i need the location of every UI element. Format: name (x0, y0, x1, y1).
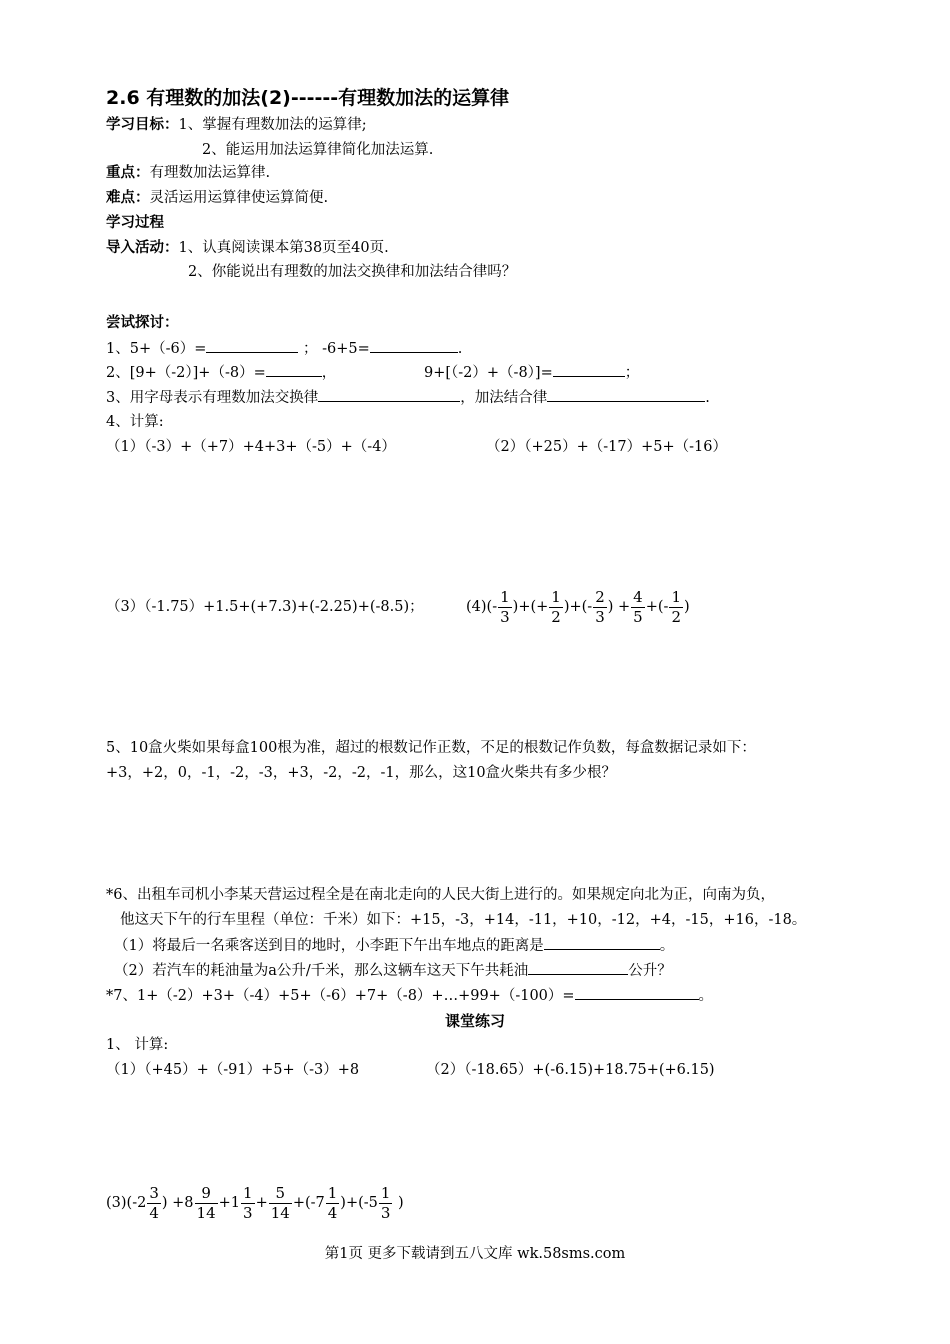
process-heading: 学习过程 (106, 215, 164, 231)
explore-q1 (106, 338, 462, 359)
p3-op-6: )+(-5 (340, 1195, 378, 1211)
q3-part-a: 3、用字母表示有理数加法交换律 (106, 390, 319, 406)
q7-text: *7、1+（-2）+3+（-4）+5+（-6）+7+（-8）+…+99+（-100）= (106, 988, 575, 1004)
q6-sub-2-text: （2）若汽车的耗油量为a公升/千米，那么这辆车这天下午共耗油 (114, 963, 529, 979)
explore-q2-right (424, 362, 639, 383)
q1-blank-1 (206, 338, 298, 353)
p3-label: (3) (106, 1195, 127, 1211)
key-text: 有理数加法运算律. (149, 165, 271, 181)
q5-line-1: 5、10盒火柴如果每盒100根为准，超过的根数记作正数，不足的根数记作负数，每盒数据记录如下： (106, 740, 756, 756)
numerator: 1 (671, 587, 681, 606)
denominator: 4 (149, 1203, 159, 1222)
goals-label: 学习目标： (106, 117, 179, 133)
p3-op-5: +(-7 (292, 1195, 325, 1211)
practice-q1-1: （1）（+45）+（-91）+5+（-3）+8 (106, 1062, 360, 1078)
page-title: 2.6 有理数的加法(2)------有理数加法的运算律 (106, 87, 510, 109)
intro-item-2: 2、你能说出有理数的加法交换律和加法结合律吗？ (188, 264, 517, 280)
q1-part-b: ； -6+5= (302, 341, 370, 357)
difficulty-text: 灵活运用运算律使运算简便. (149, 190, 329, 206)
q2-blank-1 (266, 362, 322, 377)
denominator: 3 (500, 607, 510, 626)
numerator: 3 (149, 1183, 159, 1202)
q6-sub-2-end: 公升？ (628, 963, 672, 979)
denominator: 14 (270, 1203, 290, 1222)
explore-q2-left (106, 362, 336, 383)
q6-line-2: 他这天下午的行车里程（单位：千米）如下：+15，-3，+14，-11，+10，-12，+4，-15，+16，-18。 (120, 912, 807, 928)
q3-end: . (705, 390, 710, 406)
numerator: 1 (380, 1183, 391, 1202)
q4-4-op-1: (- (486, 599, 498, 615)
fraction (669, 588, 683, 627)
q6-blank-1 (544, 935, 660, 950)
denominator: 2 (551, 607, 561, 626)
q6-sub-1-end: 。 (659, 938, 675, 954)
practice-q1-2: （2）（-18.65）+(-6.15)+18.75+(+6.15) (426, 1062, 715, 1078)
q4-item-4 (466, 586, 690, 628)
q7-end: 。 (698, 988, 714, 1004)
page-footer: 第1页 更多下载请到五八文库 wk.58sms.com (324, 1246, 626, 1262)
difficulty-label: 难点： (106, 190, 150, 206)
q4-4-op-6: ) (683, 599, 690, 615)
practice-heading: 课堂练习 (444, 1012, 505, 1030)
difficulty-point (106, 188, 328, 208)
key-point (106, 163, 270, 183)
practice-q1: 1、 计算: (106, 1037, 169, 1053)
q4-4-op-2: )+(+ (512, 599, 549, 615)
denominator: 3 (380, 1203, 391, 1222)
q6-blank-2 (528, 960, 628, 975)
q4-item-2: （2）（+25）+（-17）+5+（-16） (486, 439, 727, 455)
intro-item-1: 1、认真阅读课本第38页至40页. (178, 240, 389, 256)
q4-item-1: （1）（-3）+（+7）+4+3+（-5）+（-4） (106, 439, 396, 455)
fraction (549, 588, 563, 627)
p3-op-2: ) +8 (161, 1195, 194, 1211)
explore-q3 (106, 387, 710, 408)
q2-part-a: 2、[9+（-2）]+（-8）= (106, 365, 266, 381)
p3-op-1: (-2 (126, 1195, 147, 1211)
goals-line-1 (106, 115, 367, 135)
fraction (498, 588, 512, 627)
denominator: 3 (243, 1203, 253, 1222)
explore-q4: 4、计算: (106, 414, 164, 430)
fraction (147, 1184, 161, 1223)
q3-part-b: ，加法结合律 (460, 390, 548, 406)
q4-item-3: （3）（-1.75）+1.5+(+7.3)+(-2.25)+(-8.5)； (106, 599, 424, 615)
q3-blank-2 (547, 387, 705, 402)
q1-end: . (457, 341, 463, 357)
q6-sub-1-text: （1）将最后一名乘客送到目的地时，小李距下午出车地点的距离是 (114, 938, 544, 954)
q2-blank-2 (553, 362, 625, 377)
numerator: 1 (327, 1183, 338, 1202)
p3-op-7: ) (393, 1195, 404, 1211)
denominator: 14 (196, 1203, 216, 1222)
q1-blank-2 (370, 338, 458, 353)
numerator: 2 (595, 587, 605, 606)
fraction (379, 1184, 393, 1223)
denominator: 4 (327, 1203, 338, 1222)
numerator: 5 (269, 1184, 292, 1204)
fraction (593, 588, 607, 627)
q4-4-op-4: ) + (607, 599, 631, 615)
goal-item-1: 1、掌握有理数加法的运算律; (178, 117, 367, 133)
numerator: 1 (551, 587, 561, 606)
q5-line-2: +3，+2，0，-1，-2，-3，+3，-2，-2，-1，那么，这10盒火柴共有多少根？ (106, 765, 617, 781)
numerator: 1 (243, 1183, 253, 1202)
q4-4-op-3: )+(- (563, 599, 593, 615)
q6-sub-1 (114, 935, 674, 956)
fraction (195, 1184, 218, 1223)
fraction (269, 1184, 292, 1223)
key-label: 重点： (106, 165, 150, 181)
fraction (241, 1184, 255, 1223)
q6-line-1: *6、出租车司机小李某天营运过程全是在南北走向的人民大街上进行的。如果规定向北为正，向南为负， (106, 887, 775, 903)
p3-op-4: + (255, 1195, 268, 1211)
denominator: 3 (595, 607, 605, 626)
goal-item-2: 2、能运用加法运算律简化加法运算. (202, 142, 434, 158)
practice-q1-3 (106, 1182, 404, 1224)
q4-4-label: (4) (466, 599, 487, 615)
q6-sub-2 (114, 960, 672, 981)
denominator: 5 (633, 607, 643, 626)
q4-4-op-5: +(- (645, 599, 669, 615)
denominator: 2 (671, 607, 681, 626)
q7-blank (575, 985, 699, 1000)
numerator: 1 (500, 587, 510, 606)
fraction (326, 1184, 340, 1223)
q7 (106, 985, 713, 1006)
intro-label: 导入活动： (106, 240, 179, 256)
q1-part-a: 1、5+（-6）= (106, 341, 207, 357)
fraction (631, 588, 645, 627)
numerator: 9 (195, 1184, 218, 1204)
numerator: 4 (633, 587, 643, 606)
q2-end: ； (624, 365, 640, 381)
q3-blank-1 (318, 387, 460, 402)
q2-sep: ， (321, 365, 337, 381)
p3-op-3: +1 (218, 1195, 241, 1211)
explore-heading: 尝试探讨： (106, 315, 179, 331)
intro-line-1 (106, 238, 389, 258)
q2-part-b: 9+[（-2）+（-8）]= (424, 365, 553, 381)
